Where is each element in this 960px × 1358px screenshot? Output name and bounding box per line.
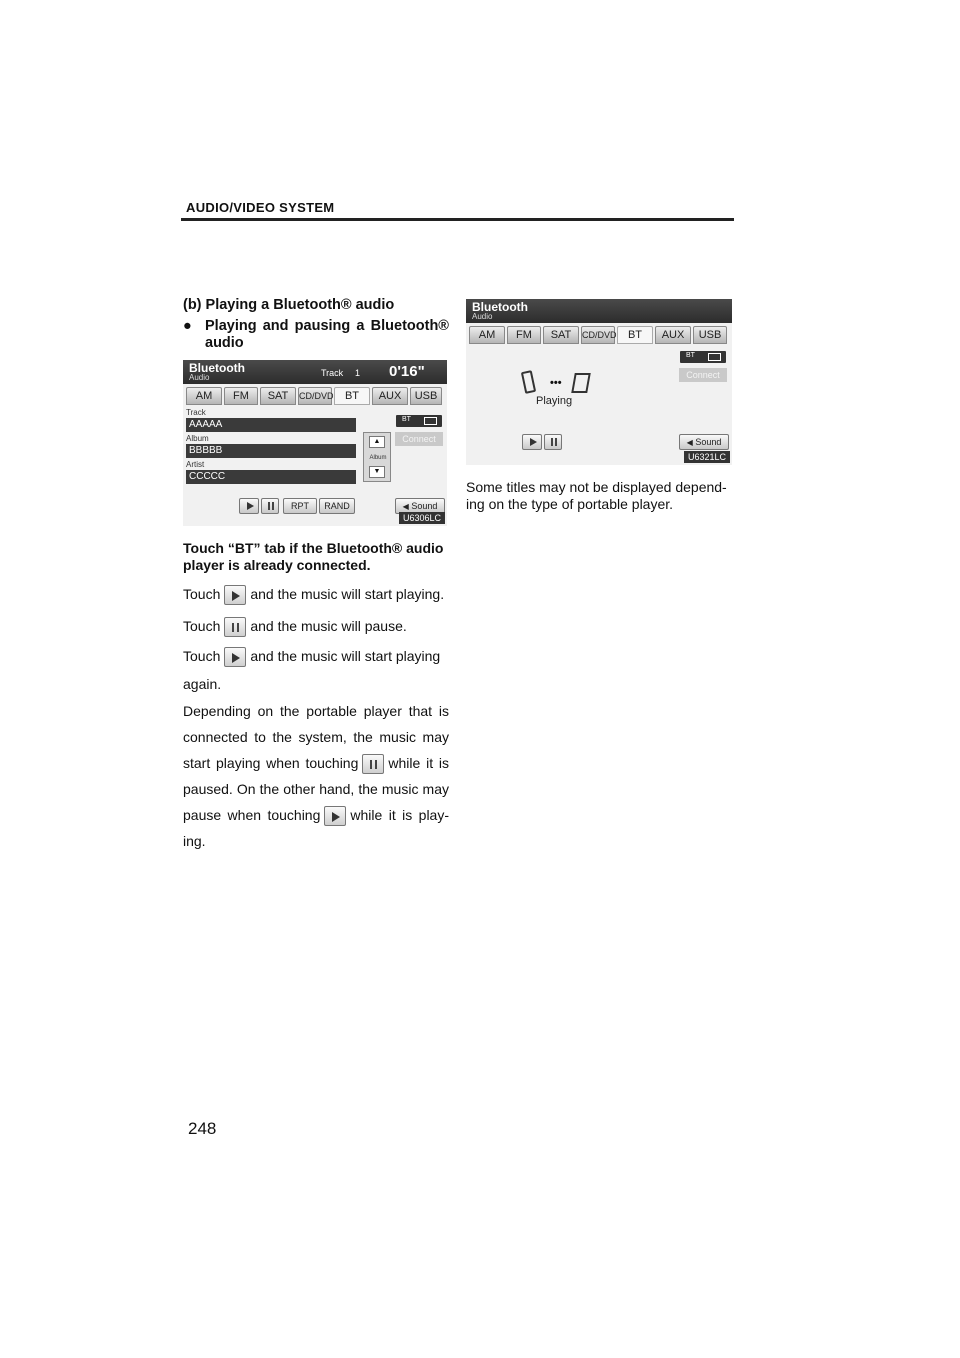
- bullet-mark: ●: [183, 318, 192, 334]
- tab-sat[interactable]: SAT: [543, 326, 579, 344]
- bt-status-badge: [680, 351, 726, 363]
- playback-status: Playing: [536, 395, 573, 407]
- sound-button[interactable]: [679, 434, 729, 450]
- note-part-1: Depending on the portable player that is connected to the system, the music may start playing when touching: [183, 703, 449, 771]
- step-play-text: and the music will start playing.: [250, 586, 445, 602]
- source-tabs: [469, 326, 729, 344]
- note-part-3: while it is play- ing.: [183, 807, 450, 849]
- play-icon: [224, 647, 246, 667]
- screen-title-bar: [183, 360, 447, 384]
- pause-icon: [268, 502, 274, 510]
- track-number: 1: [355, 368, 361, 378]
- portable-player-icon: [571, 373, 591, 393]
- connection-graphic: [523, 371, 603, 395]
- artist-field: CCCCC: [186, 470, 356, 484]
- audio-screen-connected: [183, 360, 447, 526]
- sound-label: Sound: [695, 437, 722, 447]
- album-selector: [363, 432, 391, 482]
- tab-fm[interactable]: FM: [224, 387, 258, 405]
- step-pause: [183, 610, 449, 642]
- pause-button[interactable]: [544, 434, 562, 450]
- phone-icon: [521, 370, 536, 394]
- right-column: [466, 299, 732, 513]
- repeat-button[interactable]: RPT: [283, 498, 317, 514]
- header-rule: [181, 218, 734, 221]
- link-dots: •••: [550, 377, 562, 389]
- bullet-item: [183, 318, 449, 352]
- subheading: (b) Playing a Bluetooth® audio: [183, 297, 395, 313]
- screen-title-bar: [466, 299, 732, 323]
- pause-button[interactable]: [261, 498, 279, 514]
- tab-bt[interactable]: BT: [617, 326, 653, 344]
- bt-badge-text: BT: [402, 416, 411, 423]
- play-icon: [530, 438, 537, 446]
- bullet-text: Playing and pausing a Bluetooth® audio: [205, 318, 449, 351]
- screen-app-sub: Audio: [189, 373, 210, 382]
- audio-screen-playing: [466, 299, 732, 465]
- speaker-icon: ◀: [402, 502, 409, 511]
- pause-icon: [551, 438, 557, 446]
- screen-app-name: Bluetooth: [189, 361, 245, 375]
- album-field-label: Album: [186, 434, 209, 443]
- artist-field-label: Artist: [186, 460, 205, 469]
- track-field: AAAAA: [186, 418, 356, 432]
- speaker-icon: ◀: [686, 438, 693, 447]
- tab-fm[interactable]: FM: [507, 326, 541, 344]
- tab-bt[interactable]: BT: [334, 387, 370, 405]
- figure-code: U6306LC: [399, 512, 445, 524]
- album-selector-label: Album: [369, 455, 387, 461]
- source-tabs: [186, 387, 444, 405]
- screen-app-sub: Audio: [472, 312, 493, 321]
- tab-aux[interactable]: AUX: [372, 387, 408, 405]
- play-icon: [324, 806, 346, 826]
- player-dependency-note: [183, 698, 449, 854]
- titles-caption: Some titles may not be displayed depend- ing on the type of portable player.: [466, 479, 727, 512]
- battery-icon: [708, 353, 721, 361]
- tab-am[interactable]: AM: [186, 387, 222, 405]
- tab-sat[interactable]: SAT: [260, 387, 296, 405]
- bt-status-badge: [396, 415, 442, 427]
- screen-app-name: Bluetooth: [472, 300, 528, 314]
- tab-usb[interactable]: USB: [410, 387, 442, 405]
- step-play: [183, 578, 449, 610]
- play-icon: [247, 502, 254, 510]
- sound-label: Sound: [411, 501, 438, 511]
- album-down-button[interactable]: ▼: [369, 466, 385, 478]
- step-resume-prefix: Touch: [183, 648, 221, 664]
- tab-cd-dvd[interactable]: CD/DVD: [581, 326, 615, 344]
- tab-cd-dvd[interactable]: CD/DVD: [298, 387, 332, 405]
- tab-usb[interactable]: USB: [693, 326, 727, 344]
- play-icon: [224, 585, 246, 605]
- page-number: 248: [188, 1119, 217, 1138]
- tab-aux[interactable]: AUX: [655, 326, 691, 344]
- play-button[interactable]: [239, 498, 259, 514]
- step-pause-prefix: Touch: [183, 618, 221, 634]
- bt-badge-text: BT: [686, 352, 695, 359]
- pause-icon: [224, 617, 246, 637]
- play-button[interactable]: [522, 434, 542, 450]
- left-column: [183, 296, 449, 854]
- elapsed-time: 0'16": [389, 363, 425, 380]
- step-resume: [183, 642, 449, 698]
- connect-button[interactable]: Connect: [679, 368, 727, 382]
- step-pause-text: and the music will pause.: [250, 618, 407, 634]
- track-label: Track: [321, 368, 344, 378]
- figure-code: U6321LC: [684, 451, 730, 463]
- note-part-2: while it is paused. On the other hand, the music may pause when touching: [183, 755, 449, 823]
- track-field-label: Track: [186, 408, 206, 417]
- step-play-prefix: Touch: [183, 586, 221, 602]
- bt-tab-instruction: Touch “BT” tab if the Bluetooth® audio player is already connected.: [183, 540, 444, 573]
- random-button[interactable]: RAND: [319, 498, 355, 514]
- pause-icon: [362, 754, 384, 774]
- step-resume-text: and the music will start playing again.: [183, 648, 441, 692]
- connect-button[interactable]: Connect: [395, 432, 443, 446]
- album-up-button[interactable]: ▲: [369, 436, 385, 448]
- tab-am[interactable]: AM: [469, 326, 505, 344]
- album-field: BBBBB: [186, 444, 356, 458]
- section-header: AUDIO/VIDEO SYSTEM: [186, 200, 335, 215]
- battery-icon: [424, 417, 437, 425]
